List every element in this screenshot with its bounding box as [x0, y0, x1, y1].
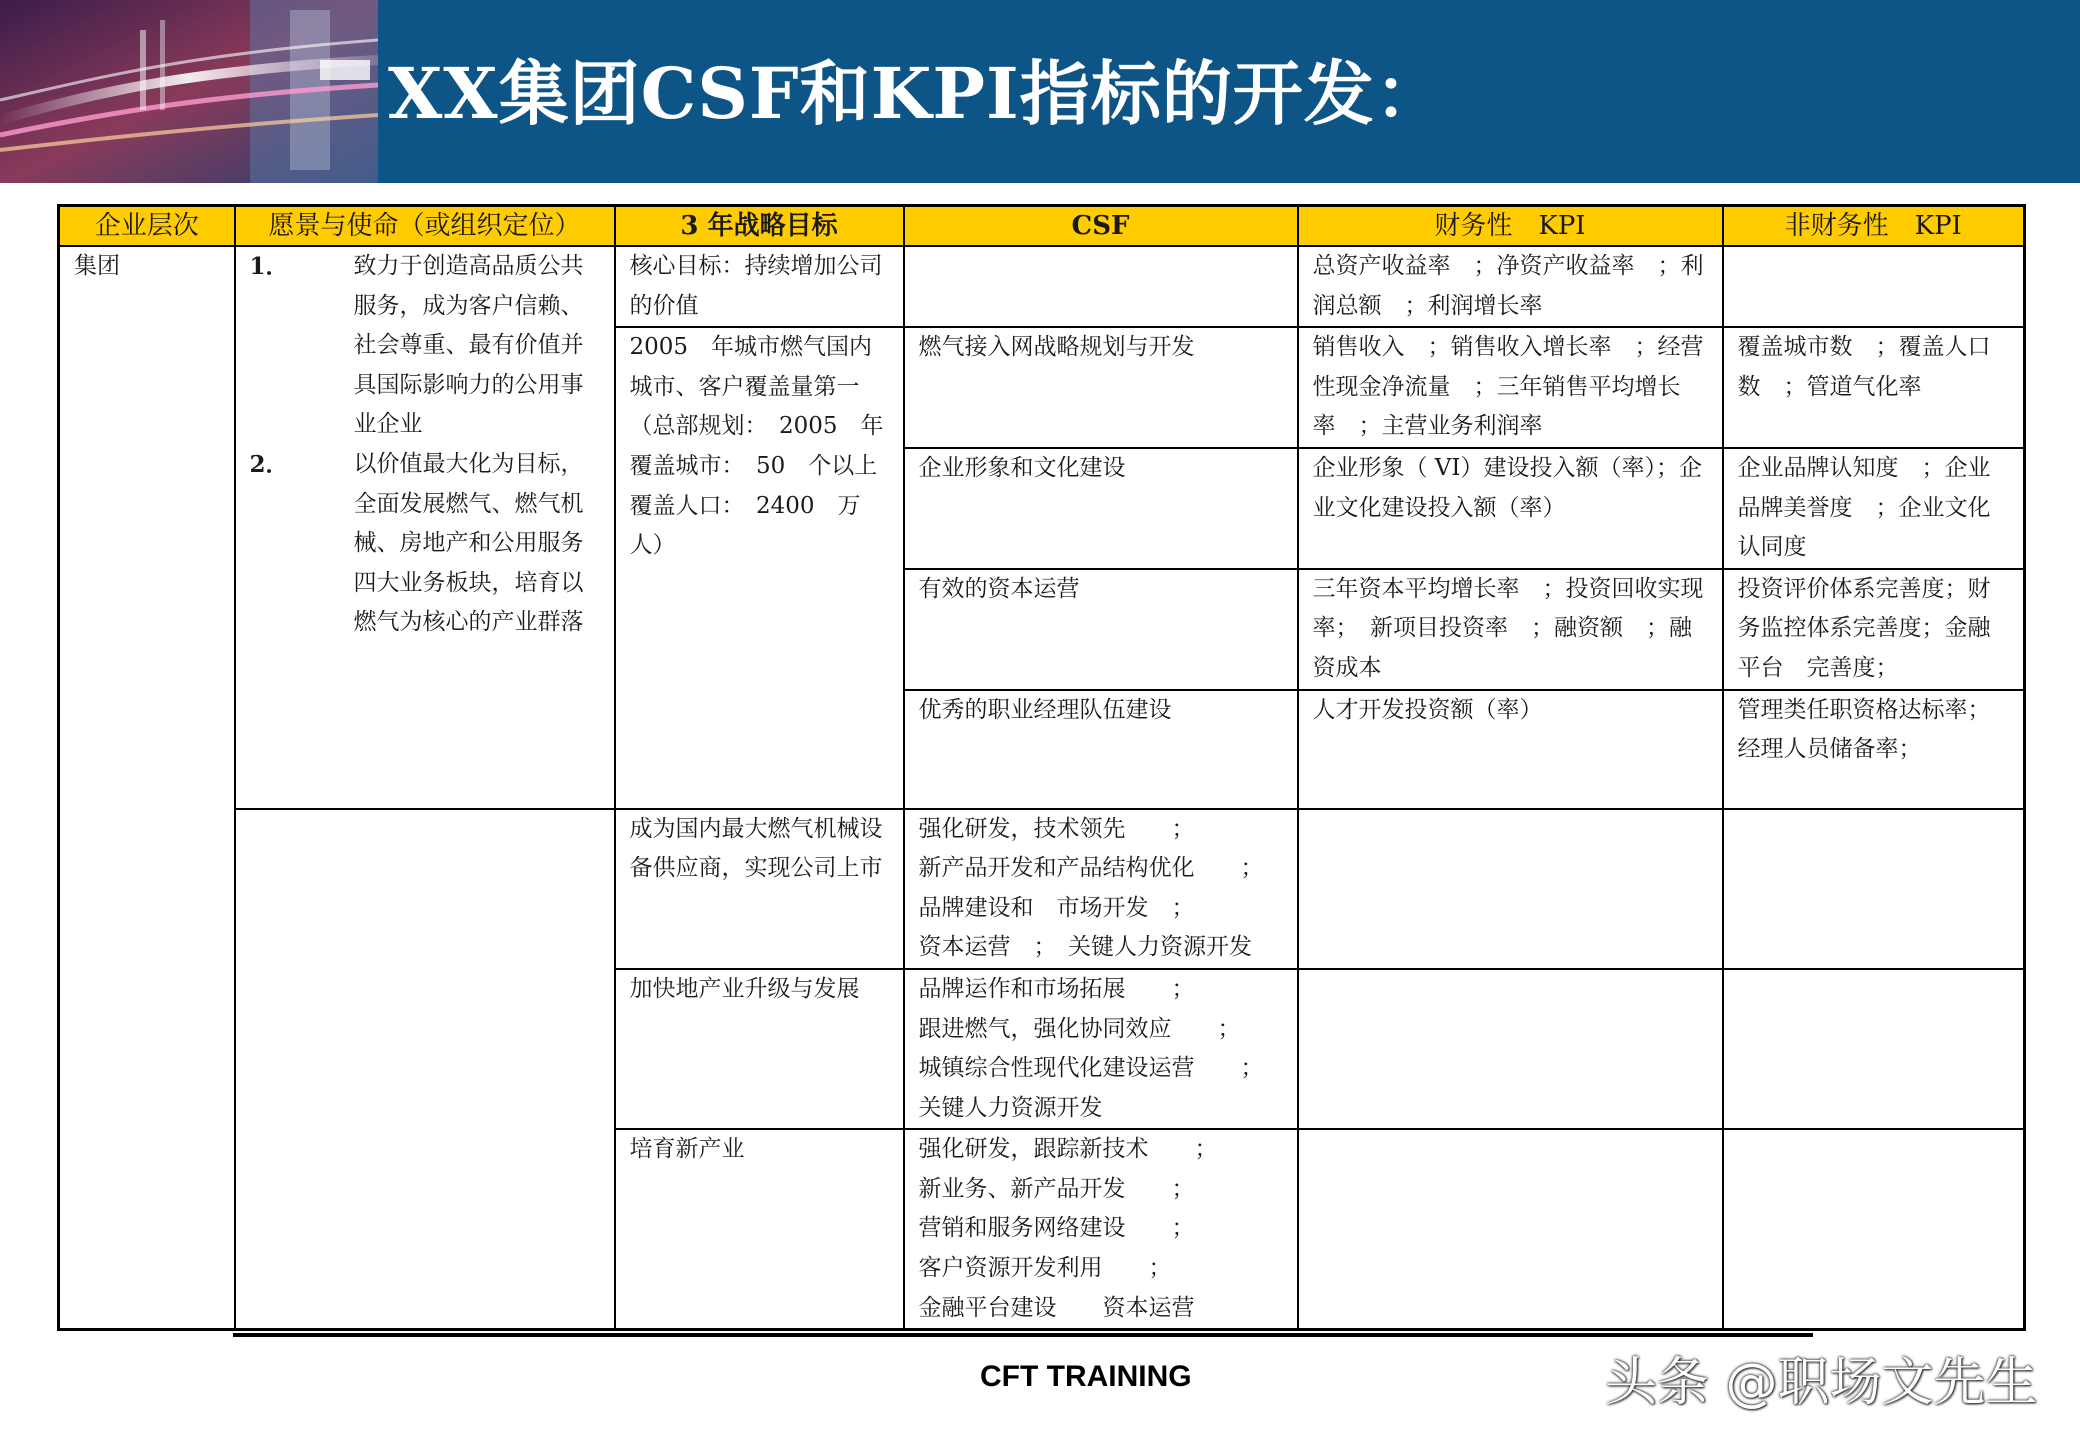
vision-item	[250, 445, 600, 643]
csf-line: 城镇综合性现代化建设运营 ；	[918, 1055, 1264, 1082]
csf-cell: 燃气接入网战略规划与开发	[904, 327, 1298, 448]
financial-kpi-cell: 人才开发投资额（率）	[1298, 690, 1723, 809]
column-header: 财务性 KPI	[1298, 206, 1723, 247]
csf-cell	[904, 1129, 1298, 1329]
financial-kpi-cell: 企业形象（ VI）建设投入额（率）；企业文化建设投入额（率）	[1298, 448, 1723, 569]
nonfinancial-kpi-cell	[1723, 809, 2025, 969]
goal-cell: 加快地产业升级与发展	[615, 969, 904, 1129]
nonfinancial-kpi-cell: 投资评价体系完善度；财务监控体系完善度；金融平台 完善度；	[1723, 569, 2025, 690]
vision-item-number: 1．	[249, 253, 289, 280]
vision-item-number: 2．	[249, 450, 289, 478]
column-header: 3 年战略目标	[615, 206, 904, 247]
csf-line: 营销和服务网络建设 ；	[918, 1215, 1195, 1242]
nonfinancial-kpi-cell: 企业品牌认知度 ；企业品牌美誉度 ；企业文化认同度	[1723, 448, 2025, 569]
csf-line: 新业务、新产品开发 ；	[918, 1175, 1195, 1202]
footer-divider	[233, 1333, 1813, 1337]
header-banner	[0, 0, 2080, 183]
financial-kpi-cell: 总资产收益率 ；净资产收益率 ；利润总额 ；利润增长率	[1298, 246, 1723, 327]
column-header: 非财务性 KPI	[1723, 206, 2025, 247]
csf-line: 品牌建设和 市场开发 ；	[918, 894, 1195, 921]
csf-cell: 企业形象和文化建设	[904, 448, 1298, 569]
csf-cell: 优秀的职业经理队伍建设	[904, 690, 1298, 809]
csf-cell	[904, 969, 1298, 1129]
csf-line: 金融平台建设 资本运营	[918, 1294, 1195, 1321]
vision-item	[250, 247, 600, 445]
vision-cell	[235, 246, 615, 809]
enterprise-level-cell: 集团	[59, 246, 235, 1330]
nonfinancial-kpi-cell	[1723, 246, 2025, 327]
column-header: 企业层次	[59, 206, 235, 247]
goal-cell: 培育新产业	[615, 1129, 904, 1329]
financial-kpi-cell	[1298, 809, 1723, 969]
csf-cell: 有效的资本运营	[904, 569, 1298, 690]
financial-kpi-cell	[1298, 969, 1723, 1129]
column-header: 愿景与使命（或组织定位）	[235, 206, 615, 247]
financial-kpi-cell: 销售收入 ；销售收入增长率 ；经营性现金净流量 ；三年销售平均增长率 ；主营业务利润率	[1298, 327, 1723, 448]
nonfinancial-kpi-cell	[1723, 969, 2025, 1129]
vision-item-text: 以价值最大化为目标，全面发展燃气、燃气机械、房地产和公用服务四大业务板块，培育以燃气为核心的产业群落	[353, 450, 584, 636]
nonfinancial-kpi-cell: 管理类任职资格达标率；经理人员储备率；	[1723, 690, 2025, 809]
table-row	[59, 809, 2025, 969]
vision-item-text: 致力于创造高品质公共服务，成为客户信赖、社会尊重、最有价值并具国际影响力的公用事业企业	[353, 253, 584, 438]
csf-line: 关键人力资源开发	[918, 1094, 1103, 1121]
column-header: CSF	[904, 206, 1298, 247]
csf-cell	[904, 246, 1298, 327]
goal-cell: 2005 年城市燃气国内城市、客户覆盖量第一（总部规划： 2005 年覆盖城市： 50 个以上覆盖人口： 2400 万人）	[615, 327, 904, 808]
goal-cell: 核心目标：持续增加公司的价值	[615, 246, 904, 327]
csf-line: 品牌运作和市场拓展 ；	[918, 975, 1195, 1002]
vision-cell-continued	[235, 809, 615, 1330]
csf-line: 跟进燃气，强化协同效应 ；	[918, 1015, 1241, 1042]
footer-label: CFT TRAINING	[980, 1360, 1192, 1393]
table-header-row	[59, 206, 2025, 247]
table-row	[59, 246, 2025, 327]
csf-line: 资本运营 ； 关键人力资源开发	[918, 934, 1252, 961]
financial-kpi-cell	[1298, 1129, 1723, 1329]
financial-kpi-cell: 三年资本平均增长率 ；投资回收实现率； 新项目投资率 ；融资额 ；融资成本	[1298, 569, 1723, 690]
csf-cell	[904, 809, 1298, 969]
header-decorative-image	[0, 0, 378, 183]
kpi-table	[57, 204, 2026, 1331]
csf-line: 新产品开发和产品结构优化 ；	[918, 855, 1264, 882]
nonfinancial-kpi-cell	[1723, 1129, 2025, 1329]
goal-cell: 成为国内最大燃气机械设备供应商，实现公司上市	[615, 809, 904, 969]
csf-line: 客户资源开发利用 ；	[918, 1255, 1172, 1282]
watermark: 头条 @职场文先生	[1605, 1353, 2038, 1413]
csf-line: 强化研发，技术领先 ；	[918, 815, 1195, 842]
csf-line: 强化研发，跟踪新技术 ；	[918, 1136, 1218, 1163]
nonfinancial-kpi-cell: 覆盖城市数 ；覆盖人口数 ；管道气化率	[1723, 327, 2025, 448]
page-title: XX集团CSF和KPI指标的开发：	[388, 52, 1446, 135]
